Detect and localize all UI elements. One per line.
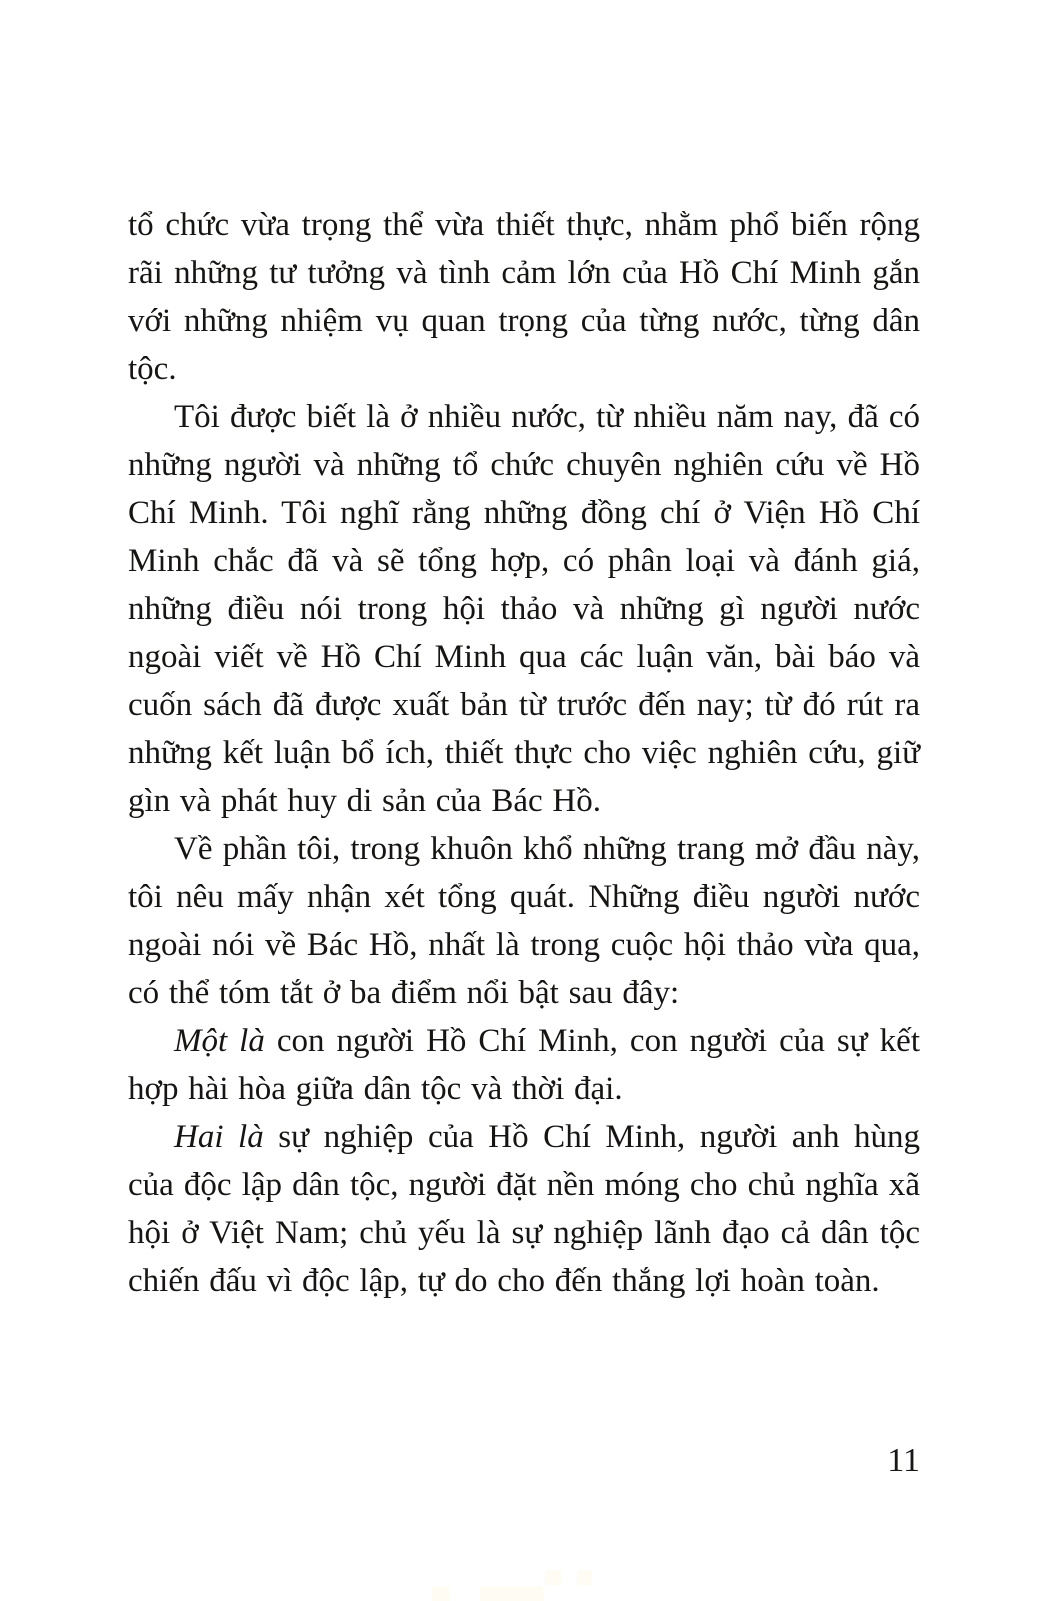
faint-watermark-fragment	[480, 1586, 543, 1601]
paragraph: Tôi được biết là ở nhiều nước, từ nhiều năm nay, đã có những người và những tổ chức chuyên nghiên cứu về Hồ Chí Minh. Tôi nghĩ rằng những đồng chí ở Viện Hồ Chí Minh chắc đã và sẽ tổng hợp, có phân loại và đánh giá, những điều nói trong hội thảo và những gì người nước ngoài viết về Hồ Chí Minh qua các luận văn, bài báo và cuốn sách đã được xuất bản từ trước đến nay; từ đó rút ra những kết luận bổ ích, thiết thực cho việc nghiên cứu, giữ gìn và phát huy di sản của Bác Hồ.	[128, 399, 920, 819]
paragraph-lead-italic: Hai là	[174, 1119, 264, 1155]
faint-watermark-fragment	[432, 1586, 449, 1601]
page-number: 11	[887, 1442, 920, 1479]
paragraph: tổ chức vừa trọng thể vừa thiết thực, nhằm phổ biến rộng rãi những tư tưởng và tình cảm lớn của Hồ Chí Minh gắn với những nhiệm vụ quan trọng của từng nước, từng dân tộc.	[128, 207, 920, 387]
paragraph: Về phần tôi, trong khuôn khổ những trang mở đầu này, tôi nêu mấy nhận xét tổng quát. Những điều người nước ngoài nói về Bác Hồ, nhất là trong cuộc hội thảo vừa qua, có thể tóm tắt ở ba điểm nổi bật sau đây:	[128, 831, 920, 1011]
faint-watermark-fragment	[545, 1570, 561, 1585]
paragraph: Hai là sự nghiệp của Hồ Chí Minh, người anh hùng của độc lập dân tộc, người đặt nền móng cho chủ nghĩa xã hội ở Việt Nam; chủ yếu là sự nghiệp lãnh đạo cả dân tộc chiến đấu vì độc lập, tự do cho đến thắng lợi hoàn toàn.	[128, 1119, 921, 1299]
paragraph: Một là con người Hồ Chí Minh, con người của sự kết hợp hài hòa giữa dân tộc và thời đại.	[128, 1023, 920, 1107]
page-text	[128, 201, 920, 1305]
paragraph-lead-italic: Một là	[174, 1023, 265, 1059]
faint-watermark-fragment	[577, 1570, 592, 1585]
